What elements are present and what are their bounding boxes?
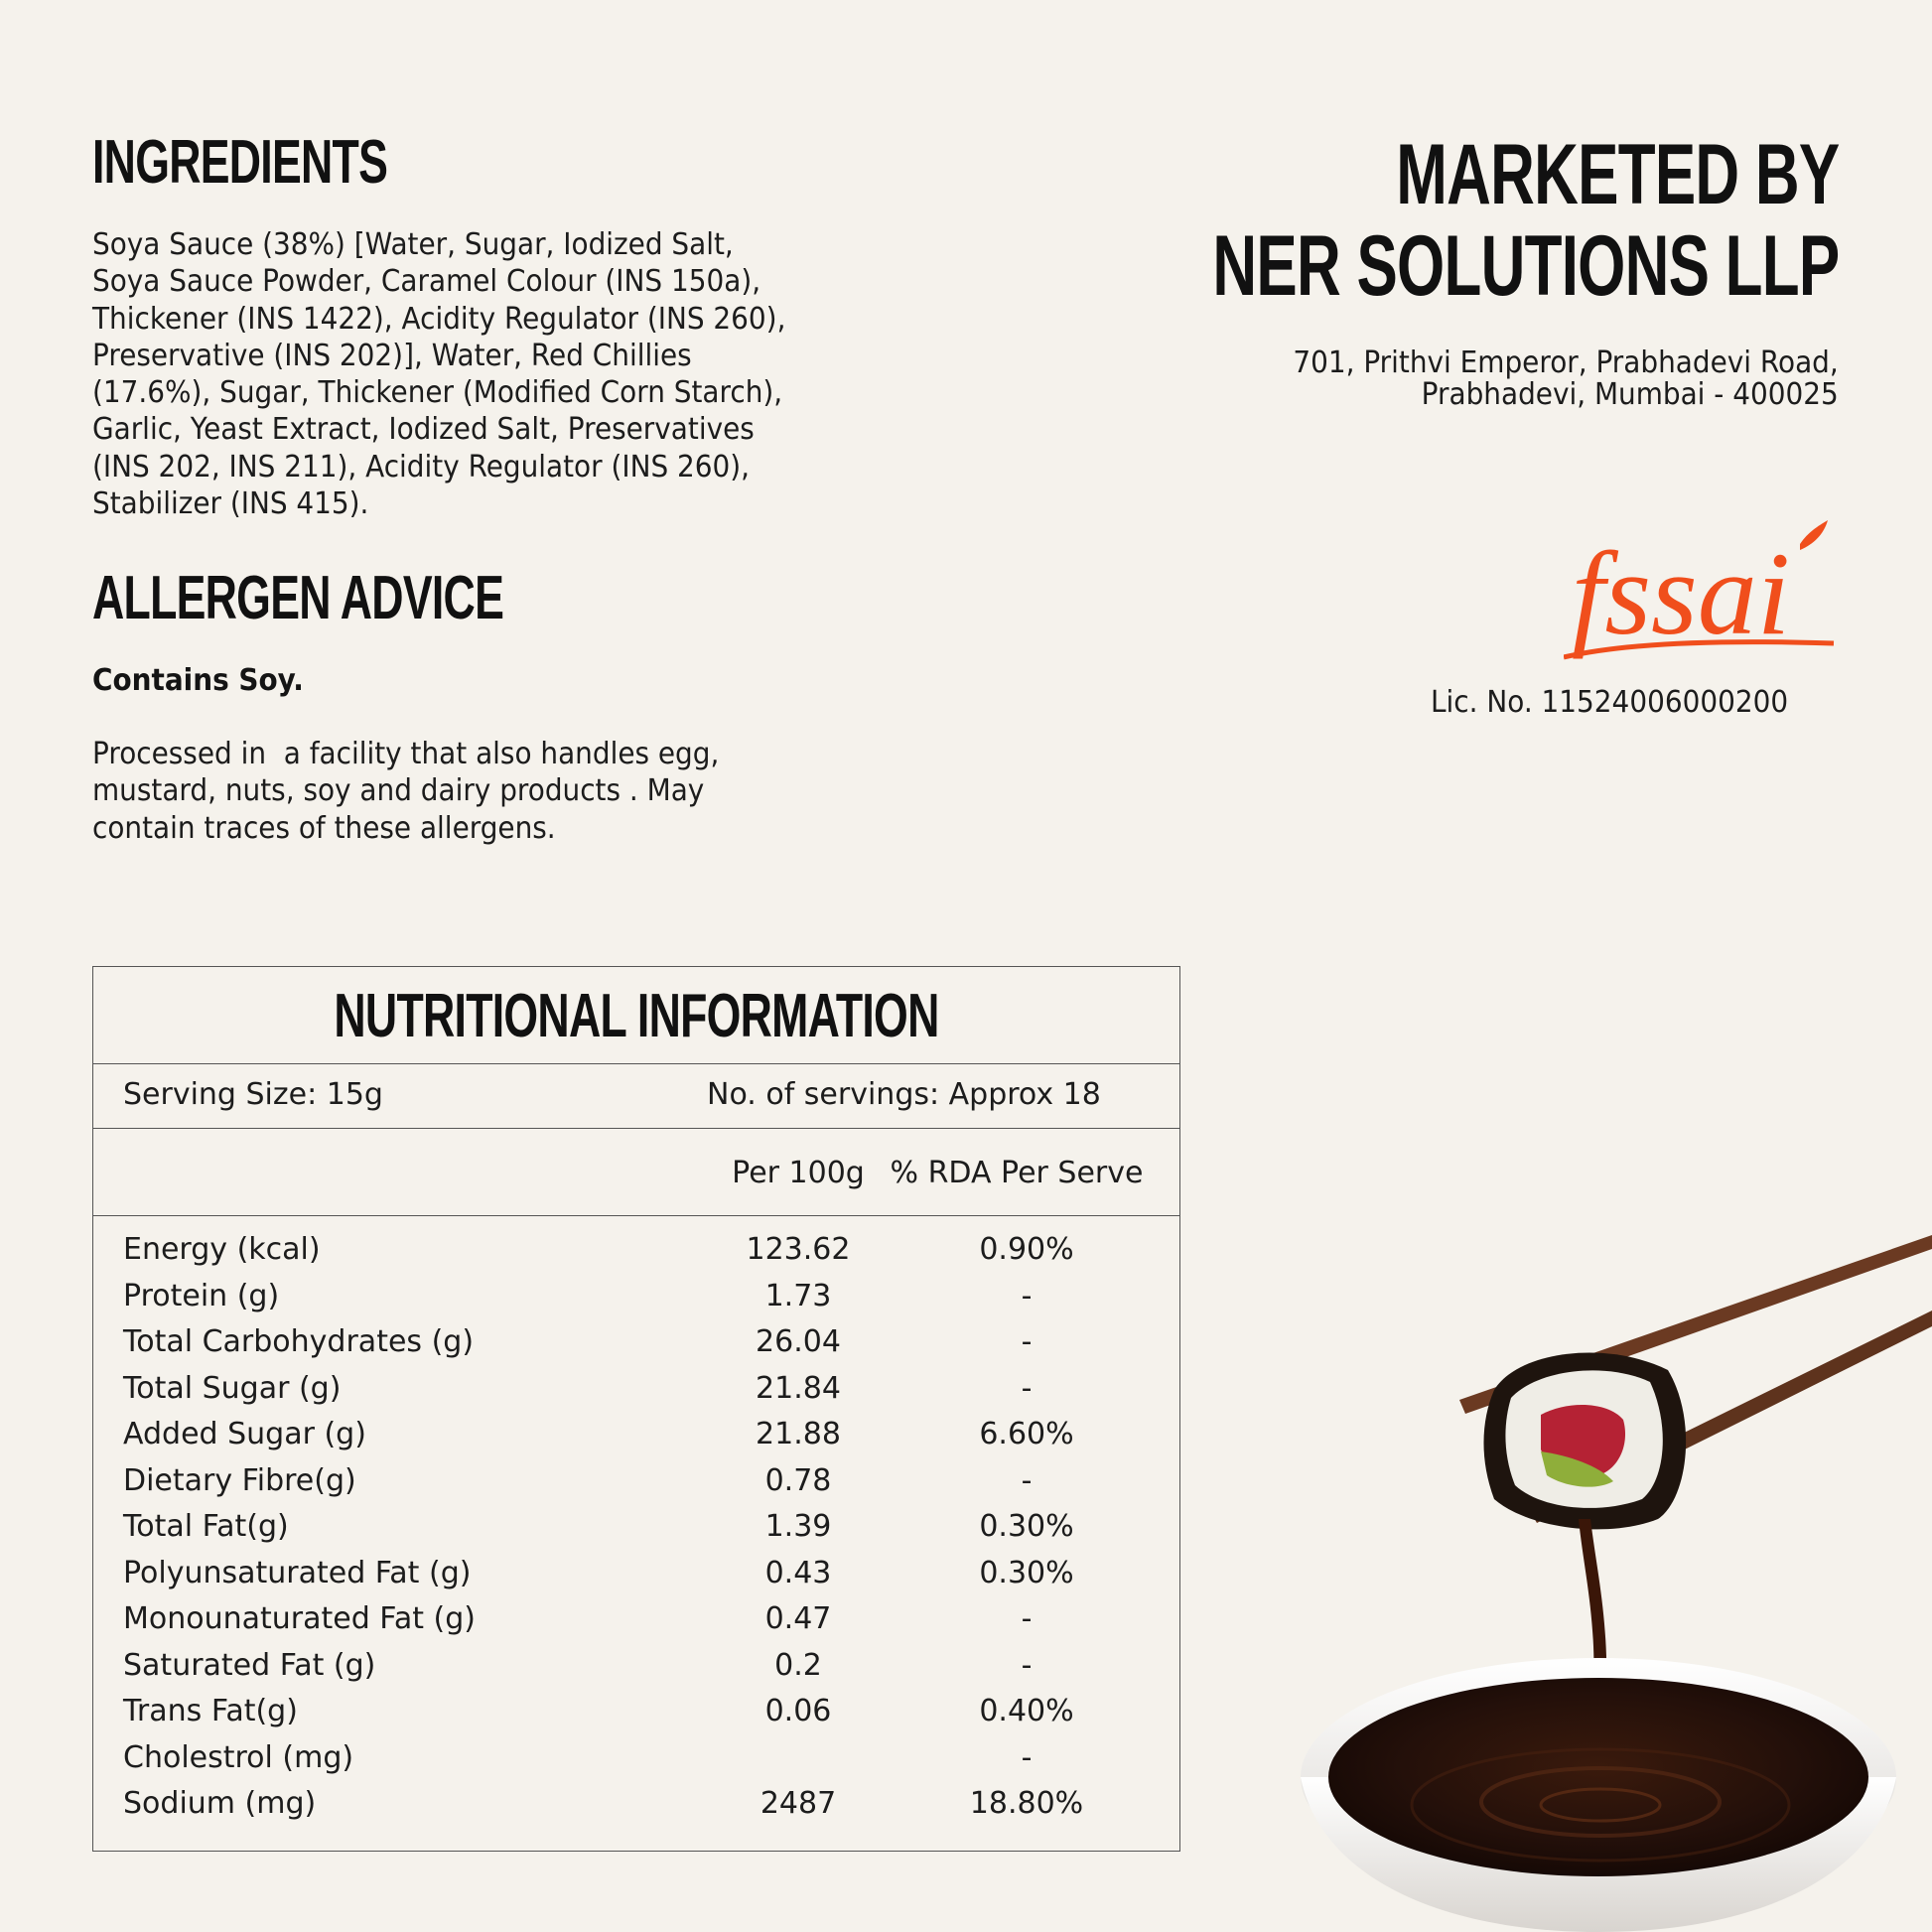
allergen-advice-text <box>92 736 758 847</box>
nutrient-name: Added Sugar (g) <box>123 1417 366 1451</box>
allergen-heading: ALLERGEN ADVICE <box>92 564 504 632</box>
allergen-line: mustard, nuts, soy and dairy products . May <box>92 773 705 809</box>
table-row <box>93 1412 1179 1458</box>
table-row <box>93 1274 1179 1320</box>
column-header-rda: % RDA Per Serve <box>890 1156 1144 1190</box>
serving-size: Serving Size: 15g <box>123 1077 383 1112</box>
nutrition-rows <box>93 1227 1179 1828</box>
nutrient-name: Total Fat(g) <box>123 1509 289 1544</box>
servings-count: No. of servings: Approx 18 <box>707 1077 1101 1112</box>
company-name: NER SOLUTIONS LLP <box>1211 218 1839 314</box>
sushi-soy-sauce-image <box>1281 1221 1932 1932</box>
ingredients-heading: INGREDIENTS <box>92 128 388 197</box>
ingredients-line: Garlic, Yeast Extract, Iodized Salt, Preservatives <box>92 412 755 448</box>
nutrient-rda: 6.60% <box>979 1417 1074 1451</box>
table-row <box>93 1504 1179 1551</box>
nutrient-name: Monounaturated Fat (g) <box>123 1601 476 1636</box>
nutrient-rda: 0.30% <box>979 1509 1074 1544</box>
address-line: 701, Prithvi Emperor, Prabhadevi Road, <box>1293 345 1839 380</box>
nutrient-name: Sodium (mg) <box>123 1786 317 1821</box>
nutrient-rda: 0.40% <box>979 1694 1074 1728</box>
serving-row <box>93 1063 1179 1129</box>
table-row <box>93 1551 1179 1597</box>
nutrition-title-row <box>93 967 1179 1064</box>
table-row <box>93 1366 1179 1413</box>
nutrient-per100: 1.39 <box>764 1509 832 1544</box>
column-header-per100g: Per 100g <box>732 1156 865 1190</box>
nutrient-per100: 0.06 <box>764 1694 832 1728</box>
table-row <box>93 1319 1179 1366</box>
nutrient-name: Polyunsaturated Fat (g) <box>123 1555 472 1590</box>
table-row <box>93 1458 1179 1505</box>
nutrient-name: Saturated Fat (g) <box>123 1647 376 1683</box>
allergen-contains: Contains Soy. <box>92 663 304 698</box>
nutrient-rda: - <box>1021 1324 1033 1359</box>
table-row <box>93 1643 1179 1690</box>
nutrient-rda: - <box>1021 1601 1033 1636</box>
nutrient-name: Cholestrol (mg) <box>123 1739 354 1775</box>
allergen-line: Processed in a facility that also handles egg, <box>92 737 720 771</box>
nutrient-per100: 0.47 <box>764 1601 832 1636</box>
ingredients-line: (17.6%), Sugar, Thickener (Modified Corn Starch), <box>92 375 783 411</box>
table-row <box>93 1735 1179 1782</box>
ingredients-line: Preservative (INS 202)], Water, Red Chillies <box>92 338 692 373</box>
table-header-row <box>93 1128 1179 1216</box>
nutrient-per100: 21.84 <box>756 1370 841 1406</box>
ingredients-line: (INS 202, INS 211), Acidity Regulator (INS 260), <box>92 449 751 484</box>
nutrient-rda: - <box>1021 1739 1033 1775</box>
license-number: Lic. No. 11524006000200 <box>1431 685 1789 720</box>
nutrient-per100: 0.43 <box>764 1555 832 1590</box>
ingredients-line: Soya Sauce Powder, Caramel Colour (INS 150a), <box>92 264 761 300</box>
sushi-roll-icon <box>1483 1353 1686 1530</box>
address-line: Prabhadevi, Mumbai - 400025 <box>1421 377 1839 412</box>
nutrient-name: Dietary Fibre(g) <box>123 1462 356 1498</box>
nutrient-per100: 1.73 <box>764 1278 832 1313</box>
nutrition-table <box>92 966 1180 1852</box>
table-row <box>93 1781 1179 1828</box>
nutrient-per100: 123.62 <box>746 1232 851 1267</box>
table-row <box>93 1689 1179 1735</box>
nutrient-rda: - <box>1021 1278 1033 1313</box>
company-address <box>1294 347 1839 411</box>
fssai-leaf-icon <box>1800 520 1828 550</box>
marketed-by-label: MARKETED BY <box>1395 127 1839 222</box>
nutrient-name: Protein (g) <box>123 1278 280 1313</box>
table-row <box>93 1227 1179 1274</box>
nutrient-name: Total Carbohydrates (g) <box>123 1324 475 1359</box>
ingredients-line: Stabilizer (INS 415). <box>92 486 369 522</box>
nutrient-rda: - <box>1021 1370 1033 1406</box>
ingredients-text <box>92 226 812 522</box>
nutrient-rda: - <box>1021 1647 1033 1683</box>
nutrient-per100: 26.04 <box>756 1324 841 1359</box>
nutrition-title: NUTRITIONAL INFORMATION <box>334 982 939 1050</box>
table-row <box>93 1596 1179 1643</box>
nutrient-rda: - <box>1021 1462 1033 1498</box>
nutrient-per100: 0.78 <box>764 1462 832 1498</box>
nutrient-per100: 2487 <box>759 1786 837 1821</box>
nutrient-per100: 0.2 <box>774 1647 822 1683</box>
soy-sauce-bowl <box>1301 1658 1896 1932</box>
nutrient-per100: 21.88 <box>756 1417 841 1451</box>
nutrient-name: Total Sugar (g) <box>123 1370 342 1406</box>
nutrient-name: Energy (kcal) <box>123 1232 321 1267</box>
ingredients-line: Soya Sauce (38%) [Water, Sugar, Iodized Salt, <box>92 227 734 262</box>
nutrient-name: Trans Fat(g) <box>123 1694 298 1728</box>
ingredients-line: Thickener (INS 1422), Acidity Regulator (INS 260), <box>92 301 786 337</box>
nutrient-rda: 0.90% <box>979 1232 1074 1267</box>
nutrient-rda: 0.30% <box>979 1555 1074 1590</box>
fssai-logo-text: fssai <box>1572 527 1791 659</box>
marketer-heading <box>1212 129 1839 312</box>
allergen-line: contain traces of these allergens. <box>92 810 556 846</box>
nutrient-rda: 18.80% <box>969 1786 1084 1821</box>
fssai-logo <box>1564 516 1842 665</box>
